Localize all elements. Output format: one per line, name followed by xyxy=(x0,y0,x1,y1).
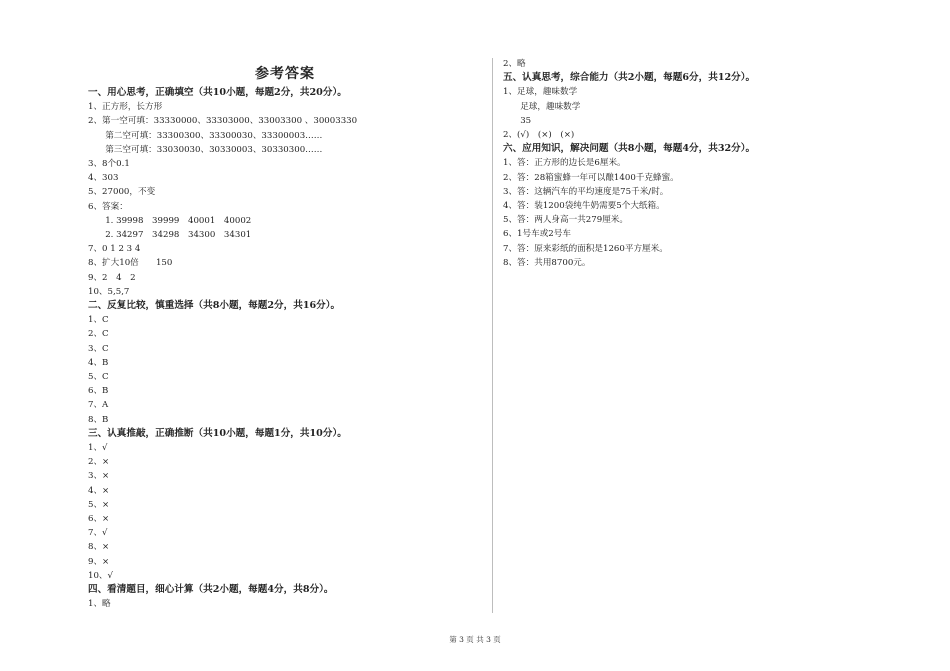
answer-line: 4、答：装1200袋纯牛奶需要5个大纸箱。 xyxy=(503,201,665,211)
answer-line: 2. 34297 34298 34300 34301 xyxy=(88,230,252,240)
answer-line: 第二空可填：33300300、33300030、33300003…… xyxy=(88,130,323,141)
answer-line: 足球，趣味数学 xyxy=(503,101,581,112)
answer-line: 5、27000，不变 xyxy=(88,187,156,198)
section-heading: 三、认真推敲，正确推断（共10小题，每题1分，共10分）。 xyxy=(88,427,347,439)
answer-line: 35 xyxy=(503,115,532,126)
answer-line: 3、C xyxy=(88,343,109,354)
answer-line: 2、× xyxy=(88,457,110,468)
answer-line: 1、略 xyxy=(88,599,111,610)
answer-line: 5、C xyxy=(88,372,109,382)
column-divider xyxy=(492,58,493,613)
answer-line: 1、正方形，长方形 xyxy=(88,102,163,113)
answer-line: 2、(√) (×) (×) xyxy=(503,130,575,140)
answer-line: 6、答案： xyxy=(88,201,128,212)
answer-line: 10、√ xyxy=(88,570,114,581)
answer-line: 2、略 xyxy=(503,59,526,69)
answer-line: 6、× xyxy=(88,514,110,524)
answer-line: 3、× xyxy=(88,471,110,482)
page-footer: 第 3 页 共 3 页 xyxy=(449,635,501,644)
answer-line: 9、× xyxy=(88,556,110,567)
answer-line: 1、足球，趣味数学 xyxy=(503,87,578,98)
section-heading: 六、应用知识，解决问题（共8小题，每题4分，共32分）。 xyxy=(503,143,756,155)
answer-line: 2、答：28箱蜜蜂一年可以酿1400千克蜂蜜。 xyxy=(503,172,679,183)
answer-line: 7、A xyxy=(88,400,109,411)
answer-line: 7、答：原来彩纸的面积是1260平方厘米。 xyxy=(503,243,668,254)
section-heading: 四、看清题目，细心计算（共2小题，每题4分，共8分）。 xyxy=(88,584,334,595)
answer-line: 7、0 1 2 3 4 xyxy=(88,244,141,255)
answer-line: 8、× xyxy=(88,542,110,553)
answer-line: 1. 39998 39999 40001 40002 xyxy=(88,215,252,226)
section-heading: 二、反复比较，慎重选择（共8小题，每题2分，共16分）。 xyxy=(88,300,341,311)
answer-line: 4、× xyxy=(88,485,110,496)
answer-line: 5、× xyxy=(88,499,110,510)
answer-line: 8、扩大10倍 150 xyxy=(88,258,173,269)
answer-line: 4、B xyxy=(88,357,109,368)
section-heading: 五、认真思考，综合能力（共2小题，每题6分，共12分）。 xyxy=(503,72,756,84)
answer-line: 1、答：正方形的边长是6厘米。 xyxy=(503,158,626,169)
answer-line: 8、答：共用8700元。 xyxy=(503,257,591,268)
answer-line: 2、C xyxy=(88,329,109,340)
answer-line: 8、B xyxy=(88,414,109,425)
answer-line: 5、答：两人身高一共279厘米。 xyxy=(503,215,628,226)
answer-line: 10、5,5,7 xyxy=(88,286,130,297)
answer-line: 6、1号车或2号车 xyxy=(503,229,571,240)
answer-line: 6、B xyxy=(88,386,109,397)
answer-line: 2、第一空可填：33330000、33303000、33003300 、30003330 xyxy=(88,116,358,127)
answer-line: 1、√ xyxy=(88,443,108,453)
answer-line: 3、8个0.1 xyxy=(88,159,130,169)
page-title: 参考答案 xyxy=(255,66,315,82)
answer-line: 3、答：这辆汽车的平均速度是75千米/时。 xyxy=(503,186,669,197)
answer-line: 1、C xyxy=(88,315,109,326)
section-heading: 一、用心思考，正确填空（共10小题，每题2分，共20分）。 xyxy=(88,87,347,98)
answer-line: 7、√ xyxy=(88,528,108,539)
answer-line: 4、303 xyxy=(88,173,119,184)
answer-line: 9、2 4 2 xyxy=(88,272,136,283)
answer-line: 第三空可填：33030030、30330003、30330300…… xyxy=(88,144,323,155)
